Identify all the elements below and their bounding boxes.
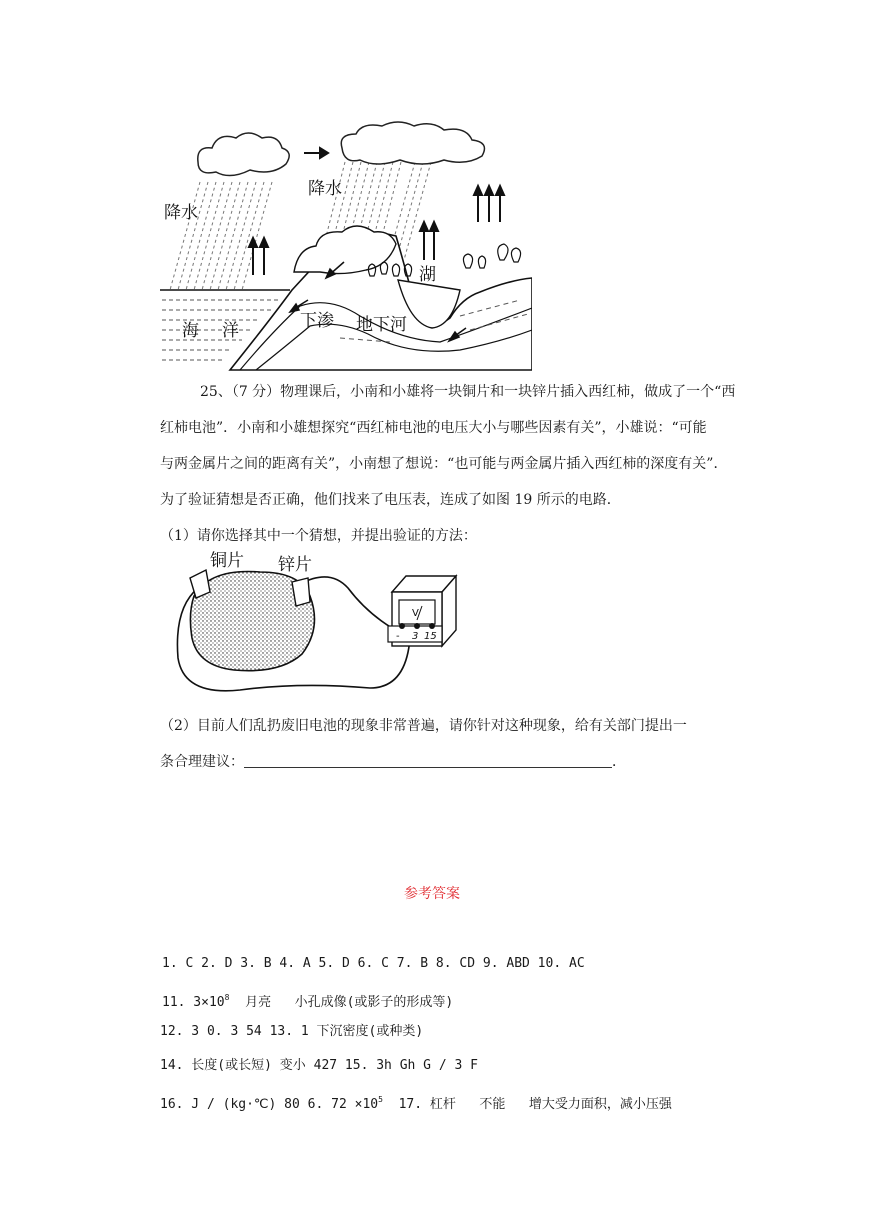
q25-subquestion-1: （1）请你选择其中一个猜想，并提出验证的方法： <box>160 528 477 544</box>
terminal-15: 15 <box>424 631 437 642</box>
evaporation-arrows-right <box>474 186 504 222</box>
zinc-plate-icon <box>292 578 310 606</box>
answers-line2-sup: 8 <box>224 993 230 1002</box>
wind-arrow-icon <box>304 148 328 158</box>
q25-line4: 为了验证猜想是否正确，他们找来了电压表，连成了如图 19 所示的电路． <box>160 492 621 508</box>
answers-line5 <box>160 1082 672 1123</box>
evaporation-arrows-lake <box>420 222 438 260</box>
label-ocean-2: 洋 <box>222 321 239 341</box>
suggestion-suffix: ． <box>612 754 626 770</box>
label-infiltration: 下渗 <box>300 311 334 331</box>
label-precip-left: 降水 <box>164 203 198 223</box>
answers-line3: 12. 3 0. 3 54 13. 1 下沉密度(或种类) <box>160 1024 424 1039</box>
answers-title: 参考答案 <box>404 886 460 902</box>
q25-line2: 红柿电池”．小南和小雄想探究“西红柿电池的电压大小与哪些因素有关”，小雄说：“可能 <box>160 420 707 436</box>
suggestion-blank[interactable] <box>244 753 612 768</box>
label-underground-river: 地下河 <box>356 315 407 335</box>
q25-subquestion-2-line2 <box>160 744 626 780</box>
label-lake: 湖 <box>419 265 436 285</box>
cloud-left-icon <box>198 133 289 176</box>
cloud-right-icon <box>341 122 484 164</box>
q25-subquestion-2-line1: （2）目前人们乱扔废旧电池的现象非常普遍，请你针对这种现象，给有关部门提出一 <box>160 718 687 734</box>
voltmeter-symbol: V <box>412 608 419 619</box>
answers-line2-a: 11. 3×10 <box>162 995 225 1010</box>
answers-line4: 14. 长度(或长短) 变小 427 15. 3h Gh G / 3 F <box>160 1058 478 1073</box>
label-ocean-1: 海 <box>182 321 199 341</box>
terminal-minus: - <box>396 631 400 642</box>
terminal-3: 3 <box>412 631 419 642</box>
label-zinc: 锌片 <box>278 555 312 575</box>
suggestion-prefix: 条合理建议： <box>160 754 244 770</box>
q25-line3: 与两金属片之间的距离有关”，小南想了想说：“也可能与两金属片插入西红柿的深度有关”． <box>160 456 728 472</box>
answers-line2-b: 月亮 小孔成像(或影子的形成等) <box>229 995 454 1010</box>
answers-line5-sup: 5 <box>378 1095 383 1104</box>
evaporation-arrows-left <box>249 238 268 275</box>
answers-line5-b: 17. 杠杆 不能 增大受力面积，减小压强 <box>382 1097 672 1112</box>
label-copper: 铜片 <box>210 551 244 571</box>
answers-line5-a: 16. J / (kg·℃) 80 6. 72 ×10 <box>160 1097 379 1112</box>
label-precip-right: 降水 <box>308 179 342 199</box>
q25-line1: 25、（7 分）物理课后，小南和小雄将一块铜片和一块锌片插入西红柿，做成了一个“西 <box>200 384 736 400</box>
rain-left <box>170 182 272 290</box>
water-cycle-figure <box>160 120 532 372</box>
tomato-battery-figure <box>170 548 460 700</box>
answers-line1: 1. C 2. D 3. B 4. A 5. D 6. C 7. B 8. CD 9. ABD 10. AC <box>162 956 585 971</box>
